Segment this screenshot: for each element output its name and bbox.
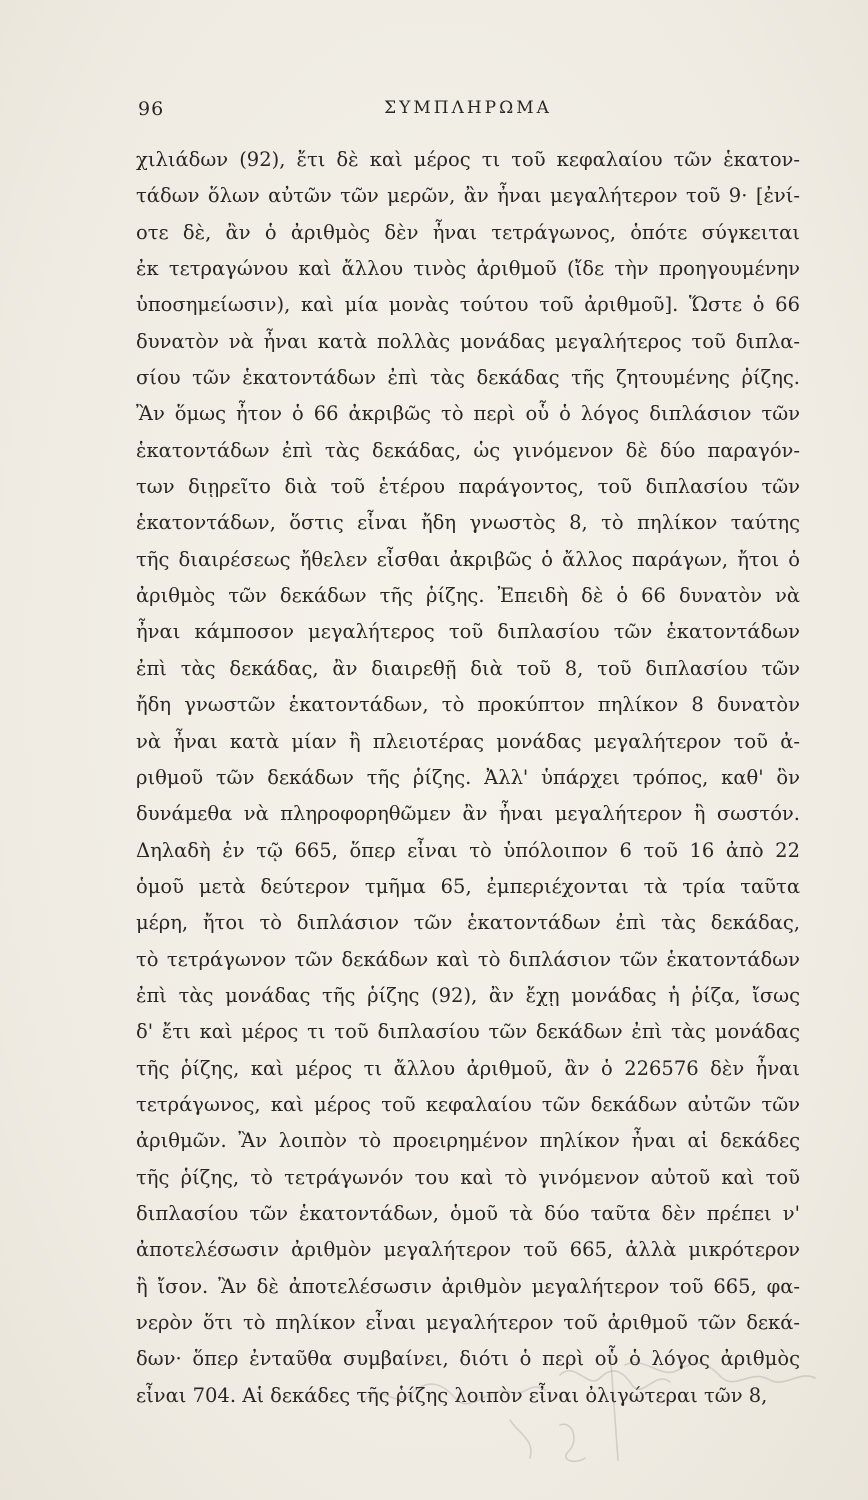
text-line: ὑποσημείωσιν), καὶ μία μονὰς τούτου τοῦ ἀριθμοῦ]. Ὥστε ὁ 66 bbox=[136, 293, 800, 317]
text-line: νὰ ἦναι κατὰ μίαν ἢ πλειοτέρας μονάδας μεγαλήτερον τοῦ ἀ- bbox=[136, 729, 800, 753]
page-number: 96 bbox=[138, 98, 165, 120]
text-line: δυνατὸν νὰ ἦναι κατὰ πολλὰς μονάδας μεγαλήτερος τοῦ διπλα- bbox=[136, 329, 800, 353]
text-line: των διῃρεῖτο διὰ τοῦ ἑτέρου παράγοντος, τοῦ διπλασίου τῶν bbox=[136, 475, 800, 499]
text-line: δ' ἔτι καὶ μέρος τι τοῦ διπλασίου τῶν δεκάδων ἐπὶ τὰς μονάδας bbox=[136, 1020, 800, 1044]
text-line: ἤδη γνωστῶν ἑκατοντάδων, τὸ προκύπτον πηλίκον 8 δυνατὸν bbox=[136, 693, 800, 717]
text-line: ἢ ἴσον. Ἂν δὲ ἀποτελέσωσιν ἀριθμὸν μεγαλήτερον τοῦ 665, φα- bbox=[136, 1274, 800, 1298]
text-line: ἐπὶ τὰς δεκάδας, ἂν διαιρεθῇ διὰ τοῦ 8, τοῦ διπλασίου τῶν bbox=[136, 656, 800, 680]
pencil-marginalia-scribble bbox=[360, 1340, 820, 1470]
page-header bbox=[138, 98, 798, 130]
text-line: Ἂν ὅμως ἦτον ὁ 66 ἀκριβῶς τὸ περὶ οὗ ὁ λόγος διπλάσιον τῶν bbox=[136, 402, 800, 426]
text-line: τετράγωνος, καὶ μέρος τοῦ κεφαλαίου τῶν δεκάδων αὐτῶν τῶν bbox=[136, 1092, 800, 1116]
running-title: ΣΥΜΠΛΗΡΩΜΑ bbox=[384, 98, 552, 118]
text-line: τάδων ὅλων αὐτῶν τῶν μερῶν, ἂν ἦναι μεγαλήτερον τοῦ 9· [ἐνί- bbox=[136, 184, 800, 208]
text-line: τῆς ῥίζης, καὶ μέρος τι ἄλλου ἀριθμοῦ, ἂν ὁ 226576 δὲν ἦναι bbox=[136, 1056, 800, 1080]
text-line: ριθμοῦ τῶν δεκάδων τῆς ῥίζης. Ἀλλ' ὑπάρχει τρόπος, καθ' ὃν bbox=[136, 765, 800, 789]
text-line: ἦναι κάμποσον μεγαλήτερος τοῦ διπλασίου τῶν ἑκατοντάδων bbox=[136, 620, 800, 644]
body-text bbox=[136, 142, 800, 1414]
text-line: χιλιάδων (92), ἔτι δὲ καὶ μέρος τι τοῦ κεφαλαίου τῶν ἑκατον- bbox=[136, 148, 800, 171]
text-line: δυνάμεθα νὰ πληροφορηθῶμεν ἂν ἦναι μεγαλήτερον ἢ σωστόν. bbox=[136, 802, 800, 826]
text-line: ἀριθμῶν. Ἂν λοιπὸν τὸ προειρημένον πηλίκον ἦναι αἱ δεκάδες bbox=[136, 1129, 800, 1153]
text-line: ἑκατοντάδων, ὅστις εἶναι ἤδη γνωστὸς 8, τὸ πηλίκον ταύτης bbox=[136, 511, 800, 535]
text-line: ἐκ τετραγώνου καὶ ἄλλου τινὸς ἀριθμοῦ (ἴδε τὴν προηγουμένην bbox=[136, 257, 800, 281]
text-line: διπλασίου τῶν ἑκατοντάδων, ὁμοῦ τὰ δύο ταῦτα δὲν πρέπει ν' bbox=[136, 1201, 800, 1225]
text-line: ἑκατοντάδων ἐπὶ τὰς δεκάδας, ὡς γινόμενον δὲ δύο παραγόν- bbox=[136, 438, 800, 462]
text-line: Δηλαδὴ ἐν τῷ 665, ὅπερ εἶναι τὸ ὑπόλοιπον 6 τοῦ 16 ἀπὸ 22 bbox=[136, 838, 800, 862]
text-line: μέρη, ἤτοι τὸ διπλάσιον τῶν ἑκατοντάδων ἐπὶ τὰς δεκάδας, bbox=[136, 911, 800, 935]
text-line: τῆς διαιρέσεως ἤθελεν εἶσθαι ἀκριβῶς ὁ ἄλλος παράγων, ἤτοι ὁ bbox=[136, 547, 800, 571]
text-line: τὸ τετράγωνον τῶν δεκάδων καὶ τὸ διπλάσιον τῶν ἑκατοντάδων bbox=[136, 947, 800, 971]
text-line: ὁμοῦ μετὰ δεύτερον τμῆμα 65, ἐμπεριέχονται τὰ τρία ταῦτα bbox=[136, 874, 800, 898]
text-line: σίου τῶν ἑκατοντάδων ἐπὶ τὰς δεκάδας τῆς ζητουμένης ῥίζης. bbox=[136, 366, 800, 390]
text-line: οτε δὲ, ἂν ὁ ἀριθμὸς δὲν ἦναι τετράγωνος, ὁπότε σύγκειται bbox=[136, 220, 800, 244]
text-line: τῆς ῥίζης, τὸ τετράγωνόν του καὶ τὸ γινόμενον αὐτοῦ καὶ τοῦ bbox=[136, 1165, 800, 1189]
text-line: εἶναι 704. Αἱ δεκάδες τῆς ῥίζης λοιπὸν εἶναι ὀλιγώτεραι τῶν 8, bbox=[136, 1383, 768, 1407]
text-line: νερὸν ὅτι τὸ πηλίκον εἶναι μεγαλήτερον τοῦ ἀριθμοῦ τῶν δεκά- bbox=[136, 1311, 800, 1334]
text-line: ἀριθμὸς τῶν δεκάδων τῆς ῥίζης. Ἐπειδὴ δὲ ὁ 66 δυνατὸν νὰ bbox=[136, 584, 800, 608]
text-line: ἀποτελέσωσιν ἀριθμὸν μεγαλήτερον τοῦ 665, ἀλλὰ μικρότερον bbox=[136, 1238, 800, 1262]
text-line: ἐπὶ τὰς μονάδας τῆς ῥίζης (92), ἂν ἔχῃ μονάδας ἡ ῥίζα, ἴσως bbox=[136, 983, 800, 1007]
text-line: δων· ὅπερ ἐνταῦθα συμβαίνει, διότι ὁ περὶ οὗ ὁ λόγος ἀριθμὸς bbox=[136, 1347, 800, 1371]
